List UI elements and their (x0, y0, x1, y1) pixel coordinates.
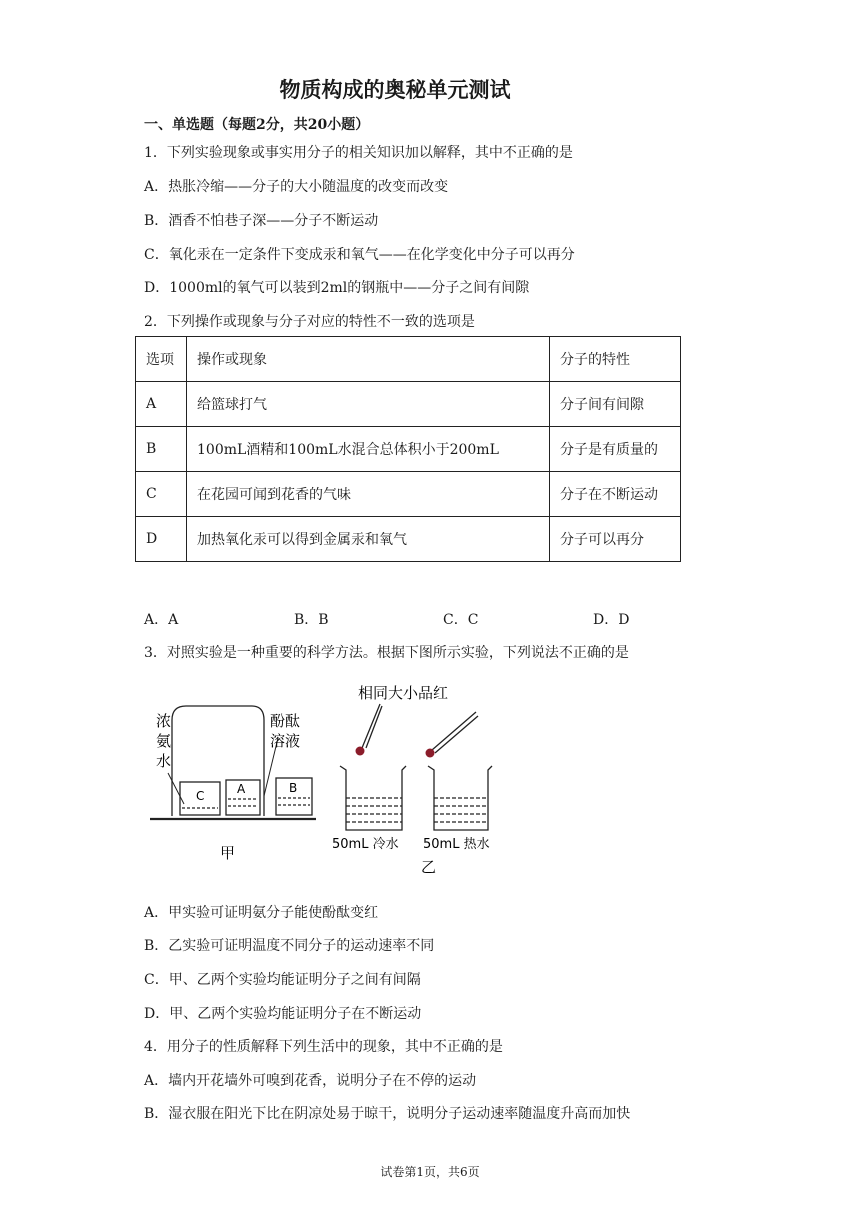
table-cell: 分子是有质量的 (550, 427, 681, 472)
jia-label-right-2: 溶液 (270, 732, 301, 750)
beaker-b-label: B (289, 781, 298, 795)
table-header-cell: 分子的特性 (550, 337, 681, 382)
q2-option-d: D．D (593, 612, 630, 628)
yi-left-label: 50mL 冷水 (332, 837, 399, 852)
table-cell: A (136, 382, 187, 427)
jia-label-left-2: 氨 (156, 732, 172, 750)
table-cell: 在花园可闻到花香的气味 (187, 472, 550, 517)
q3-stem: 3．对照实验是一种重要的科学方法。根据下图所示实验，下列说法不正确的是 (144, 645, 629, 661)
yi-apparatus (340, 704, 492, 830)
q1-option-c: C．氧化汞在一定条件下变成汞和氧气——在化学变化中分子可以再分 (144, 247, 575, 263)
q3-option-d: D．甲、乙两个实验均能证明分子在不断运动 (144, 1006, 422, 1022)
q1-option-d: D．1000ml的氧气可以装到2ml的钢瓶中——分子之间有间隙 (144, 280, 530, 296)
q3-option-b: B．乙实验可证明温度不同分子的运动速率不同 (144, 938, 435, 954)
table-header-cell: 操作或现象 (187, 337, 550, 382)
jia-label-right-1: 酚酞 (270, 712, 301, 730)
beaker-c-label: C (196, 789, 205, 803)
jia-label-left-3: 水 (156, 752, 172, 770)
q1-option-a: A．热胀冷缩——分子的大小随温度的改变而改变 (144, 179, 449, 195)
yi-caption: 乙 (421, 858, 437, 876)
jia-caption: 甲 (220, 844, 236, 862)
section-heading: 一、单选题（每题2分，共20小题） (144, 117, 370, 133)
table-cell: 分子在不断运动 (550, 472, 681, 517)
q3-option-a: A．甲实验可证明氨分子能使酚酞变红 (144, 905, 379, 921)
page-footer: 试卷第1页，共6页 (380, 1165, 480, 1179)
table-row (136, 517, 681, 562)
tweezers-left-icon (362, 704, 380, 748)
q2-option-b: B．B (294, 612, 329, 628)
jia-label-left-1: 浓 (156, 712, 172, 730)
q1-option-b: B．酒香不怕巷子深——分子不断运动 (144, 213, 379, 229)
q2-table (135, 336, 681, 562)
table-header-row (136, 337, 681, 382)
beaker-a-label: A (237, 782, 246, 796)
table-row (136, 472, 681, 517)
table-row (136, 382, 681, 427)
table-row (136, 427, 681, 472)
q2-stem: 2．下列操作或现象与分子对应的特性不一致的选项是 (144, 314, 475, 330)
table-cell: C (136, 472, 187, 517)
table-cell: 100mL酒精和100mL水混合总体积小于200mL (187, 427, 550, 472)
table-header-cell: 选项 (136, 337, 187, 382)
q4-stem: 4．用分子的性质解释下列生活中的现象，其中不正确的是 (144, 1039, 503, 1055)
table-cell: 给篮球打气 (187, 382, 550, 427)
tweezers-right-icon (432, 712, 476, 750)
q4-option-b: B．湿衣服在阳光下比在阴凉处易于晾干，说明分子运动速率随温度升高而加快 (144, 1106, 631, 1122)
dye-drop-left-icon (356, 747, 365, 756)
yi-top-label: 相同大小品红 (358, 684, 449, 702)
dye-drop-right-icon (426, 749, 435, 758)
table-cell: B (136, 427, 187, 472)
page-title: 物质构成的奥秘单元测试 (279, 78, 511, 102)
q3-figure (140, 678, 510, 878)
q2-option-a: A．A (144, 612, 179, 628)
table-cell: 加热氧化汞可以得到金属汞和氧气 (187, 517, 550, 562)
table-cell: D (136, 517, 187, 562)
yi-right-label: 50mL 热水 (423, 837, 490, 852)
q2-option-c: C．C (443, 612, 479, 628)
q4-option-a: A．墙内开花墙外可嗅到花香，说明分子在不停的运动 (144, 1073, 477, 1089)
table-cell: 分子可以再分 (550, 517, 681, 562)
q1-stem: 1．下列实验现象或事实用分子的相关知识加以解释，其中不正确的是 (144, 145, 573, 161)
q3-option-c: C．甲、乙两个实验均能证明分子之间有间隔 (144, 972, 421, 988)
table-cell: 分子间有间隙 (550, 382, 681, 427)
